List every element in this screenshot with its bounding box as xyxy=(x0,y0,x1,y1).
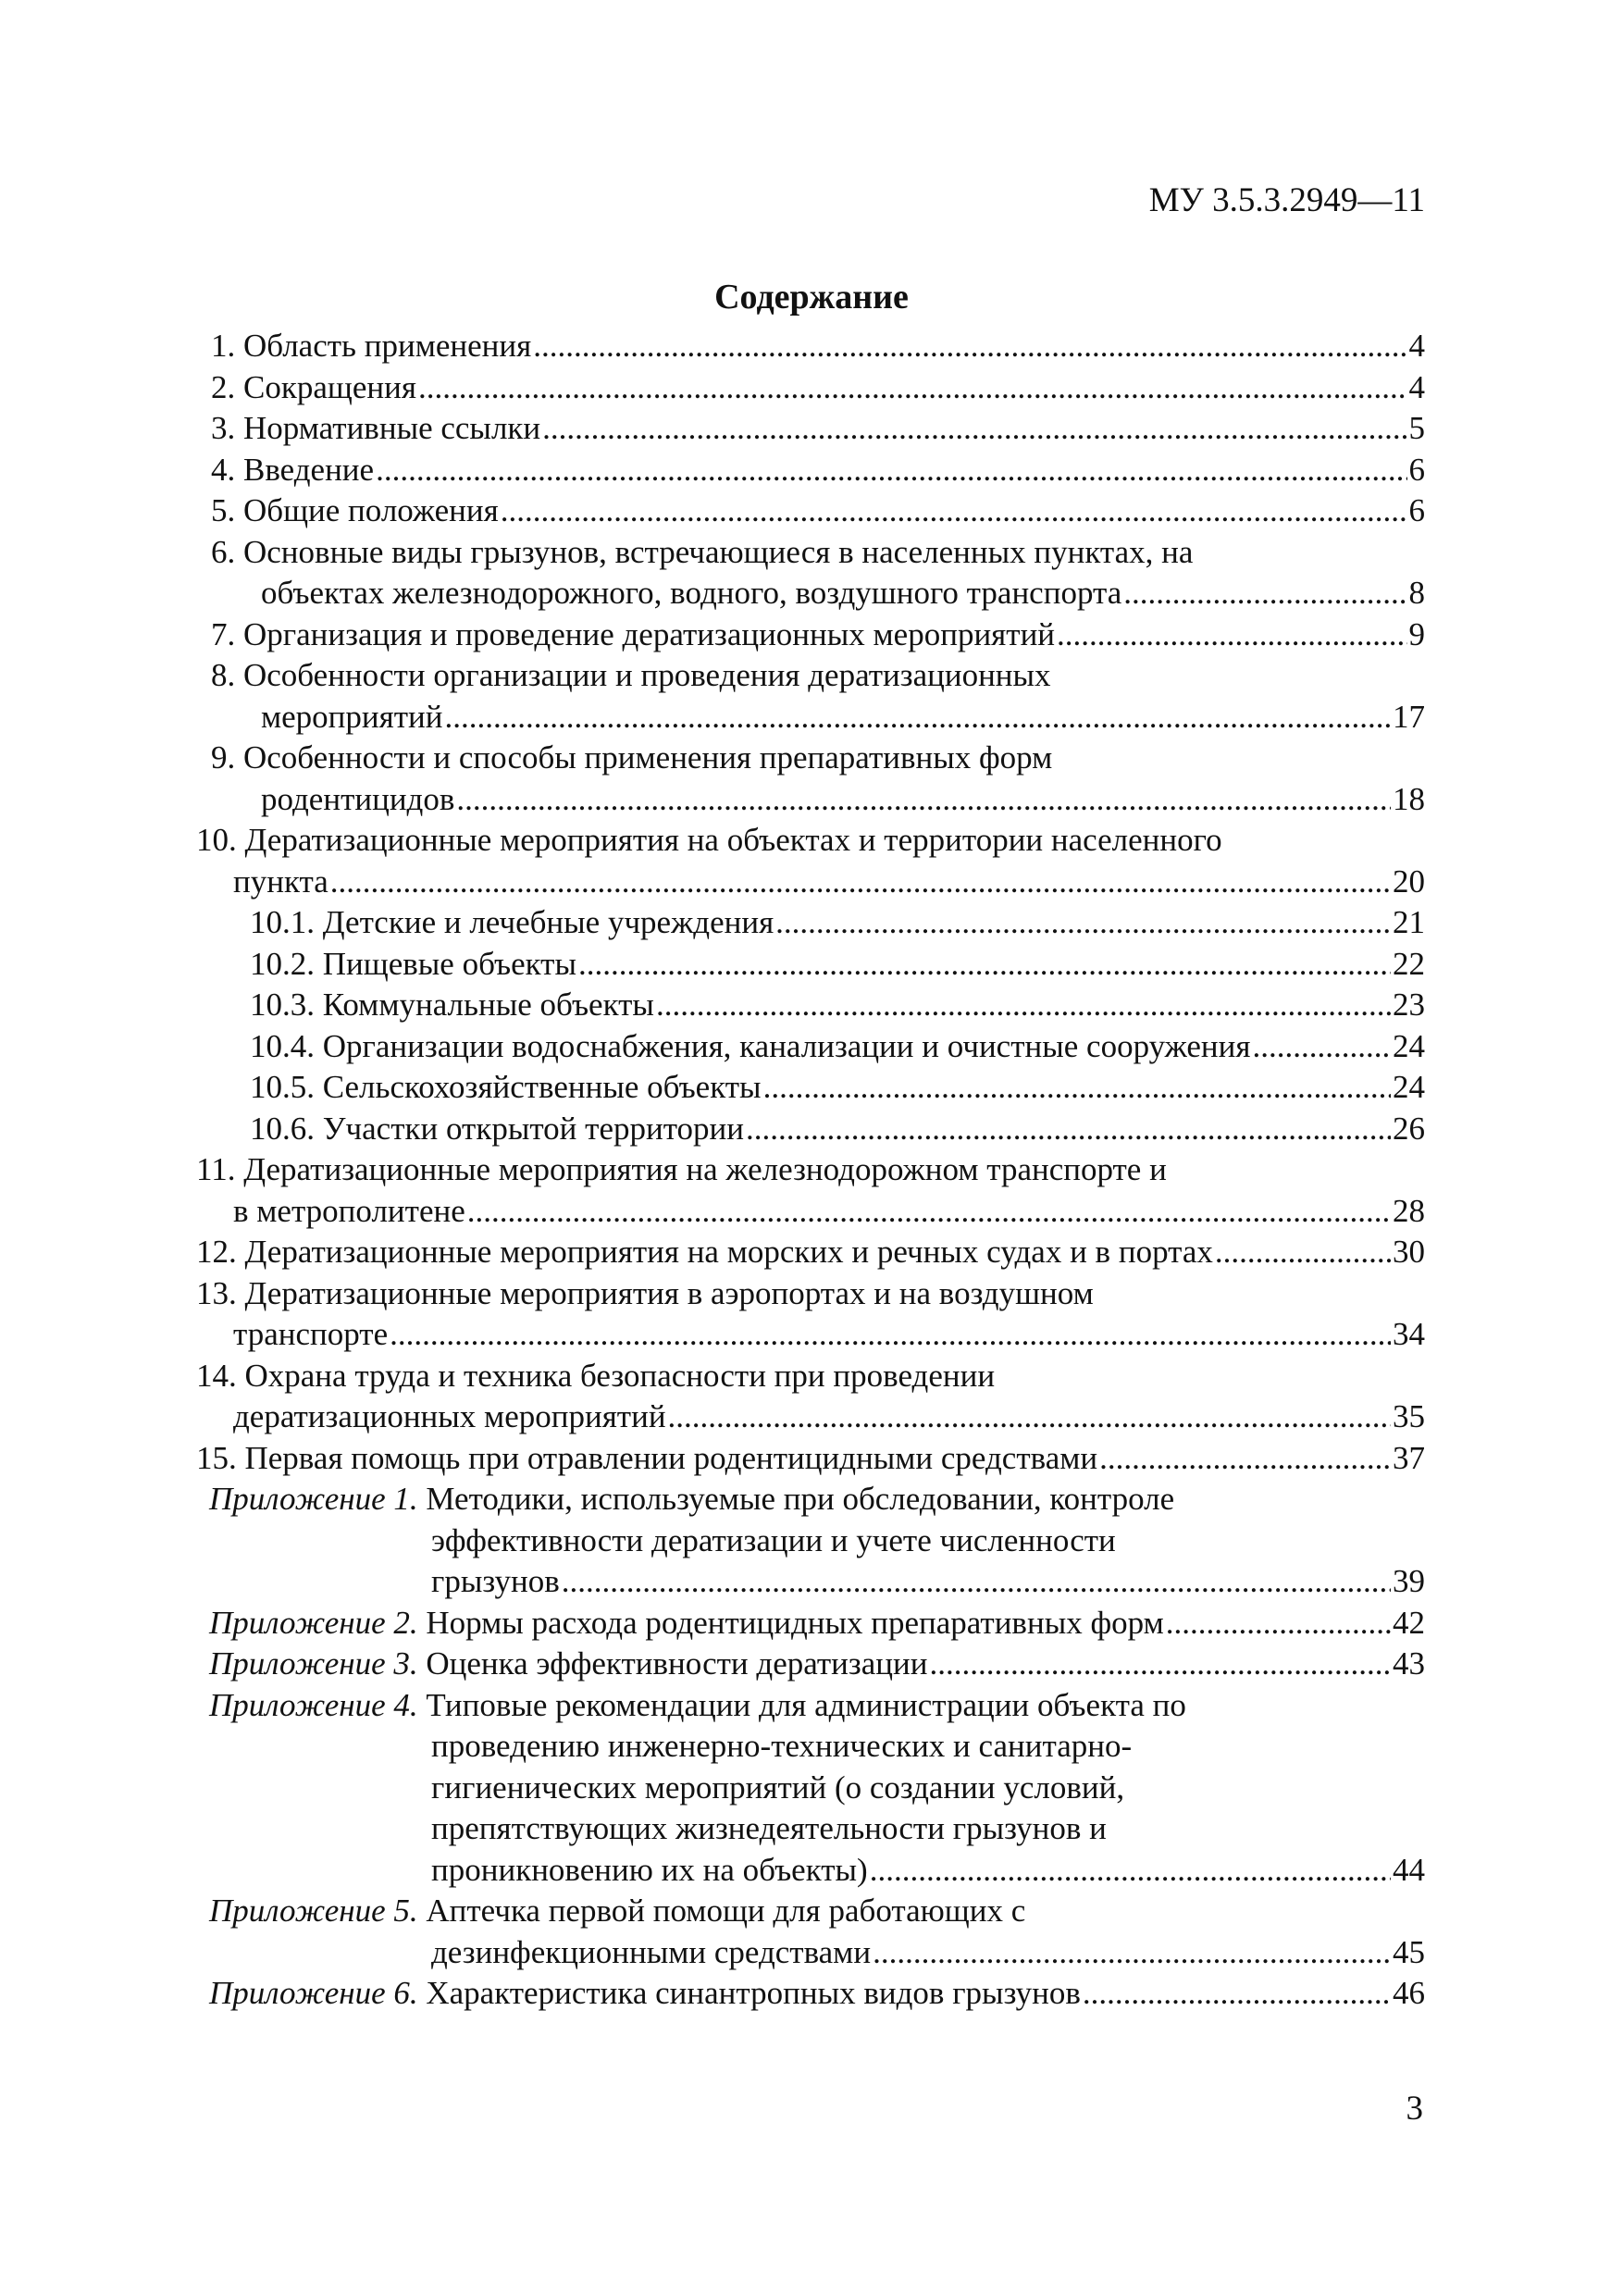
toc-entry-line xyxy=(196,1149,1425,1191)
dot-leader xyxy=(562,1561,1391,1603)
toc-entry xyxy=(185,1273,1425,1356)
toc-entry xyxy=(185,408,1425,450)
dot-leader xyxy=(1252,1026,1391,1068)
toc-entry-text: 10.1. Детские и лечебные учреждения xyxy=(250,904,774,940)
toc-entry-last-line xyxy=(211,450,1425,491)
toc-entry-text: мероприятий xyxy=(261,698,443,735)
appendix-label: Приложение 4. xyxy=(209,1686,418,1723)
toc-entry-text: проведению инженерно-технических и санитарно- xyxy=(431,1728,1133,1764)
toc-page-number: 18 xyxy=(1393,780,1425,817)
toc-entry-text: 11. Дератизационные мероприятия на железнодорожном транспорте и xyxy=(196,1151,1167,1187)
toc-entry-last-line xyxy=(211,326,1425,367)
toc-entry-text: дезинфекционными средствами xyxy=(431,1933,872,1970)
toc-entry-text: 10.2. Пищевые объекты xyxy=(250,945,576,982)
toc-entry-text: 13. Дератизационные мероприятия в аэропортах и на воздушном xyxy=(196,1274,1094,1311)
appendix-label: Приложение 6. xyxy=(209,1975,418,2011)
toc-entry-last-line xyxy=(211,490,1425,532)
toc-page-number: 23 xyxy=(1393,987,1425,1023)
toc-entry-text: 10.5. Сельскохозяйственные объекты xyxy=(250,1069,762,1105)
toc-entry xyxy=(185,1685,1425,1892)
toc-page-number: 30 xyxy=(1393,1234,1425,1270)
dot-leader xyxy=(390,1314,1391,1356)
toc-entry-last-line xyxy=(250,1026,1425,1068)
toc-page-number: 6 xyxy=(1408,451,1425,488)
toc-entry-text: проникновению их на объекты) xyxy=(431,1851,868,1888)
toc-entry-text: 1. Область применения xyxy=(211,328,532,364)
toc-page-number: 28 xyxy=(1393,1192,1425,1229)
toc-page-number: 37 xyxy=(1393,1439,1425,1476)
toc-entry xyxy=(185,1026,1425,1068)
toc-entry-line xyxy=(209,1768,1425,1809)
toc-entry-last-line xyxy=(211,408,1425,450)
toc-page-number: 46 xyxy=(1393,1975,1425,2011)
toc-entry xyxy=(185,1891,1425,1973)
dot-leader xyxy=(668,1396,1391,1438)
toc-entry xyxy=(185,1232,1425,1273)
toc-entry-line xyxy=(196,1356,1425,1397)
toc-page-number: 39 xyxy=(1393,1563,1425,1599)
appendix-label: Приложение 1. xyxy=(209,1481,418,1517)
toc-page-number: 22 xyxy=(1393,945,1425,982)
toc-page-number: 45 xyxy=(1393,1933,1425,1970)
toc-entry-text: гигиенических мероприятий (о создании условий, xyxy=(431,1769,1125,1806)
toc-entry-text: Характеристика синантропных видов грызунов xyxy=(417,1975,1081,2011)
toc-entry-text: 2. Сокращения xyxy=(211,368,416,405)
toc-entry-text: 15. Первая помощь при отравлении родентицидными средствами xyxy=(196,1439,1098,1476)
toc-entry xyxy=(185,1479,1425,1603)
dot-leader xyxy=(376,450,1406,491)
toc-entry-line xyxy=(209,1685,1425,1727)
toc-entry-line xyxy=(209,1520,1425,1562)
toc-entry-line xyxy=(209,1808,1425,1850)
toc-entry-text: 10. Дератизационные мероприятия на объектах и территории населенного xyxy=(196,822,1222,858)
toc-entry-last-line xyxy=(250,1109,1425,1150)
toc-entry-text: транспорте xyxy=(233,1316,389,1352)
dot-leader xyxy=(1166,1603,1391,1644)
toc-entry-last-line xyxy=(196,1232,1425,1273)
dot-leader xyxy=(1099,1438,1391,1480)
dot-leader xyxy=(870,1850,1391,1892)
toc-entry-line xyxy=(209,1479,1425,1520)
toc-entry xyxy=(185,1109,1425,1150)
toc-entry-last-line xyxy=(196,1314,1425,1356)
toc-entry xyxy=(185,820,1425,902)
toc-title: Содержание xyxy=(714,278,909,316)
toc-entry xyxy=(185,902,1425,944)
page-number: 3 xyxy=(1406,2090,1423,2128)
toc-entry-text: 10.6. Участки открытой территории xyxy=(250,1110,745,1147)
toc-entry-last-line xyxy=(211,573,1425,614)
toc-entry-line xyxy=(211,532,1425,574)
toc-entry-text: объектах железнодорожного, водного, воздушного транспорта xyxy=(261,575,1122,611)
toc-entry-line xyxy=(209,1891,1425,1932)
appendix-label: Приложение 3. xyxy=(209,1645,418,1682)
toc-entry-last-line xyxy=(209,1561,1425,1603)
toc-entry-last-line xyxy=(211,697,1425,738)
dot-leader xyxy=(542,408,1406,450)
toc-entry xyxy=(185,367,1425,409)
dot-leader xyxy=(775,902,1391,944)
toc-entry xyxy=(185,1356,1425,1438)
toc-page-number: 42 xyxy=(1393,1604,1425,1641)
toc-entry-last-line xyxy=(209,1603,1425,1644)
toc-entry-text: Нормы расхода родентицидных препаративных форм xyxy=(417,1604,1164,1641)
dot-leader xyxy=(746,1109,1391,1150)
toc-entry-last-line xyxy=(209,1644,1425,1685)
toc-entry-last-line xyxy=(196,862,1425,903)
dot-leader xyxy=(445,697,1392,738)
toc-entry-text: Аптечка первой помощи для работающих с xyxy=(417,1893,1026,1929)
toc-entry-last-line xyxy=(211,614,1425,656)
toc-entry-text: Оценка эффективности дератизации xyxy=(417,1645,928,1682)
toc-entry xyxy=(185,1644,1425,1685)
dot-leader xyxy=(929,1644,1391,1685)
toc-page-number: 44 xyxy=(1393,1851,1425,1888)
toc-entry-text: пункта xyxy=(233,863,328,900)
toc-page-number: 26 xyxy=(1393,1110,1425,1147)
toc-page-number: 8 xyxy=(1408,575,1425,611)
toc-entry-text: Типовые рекомендации для администрации объекта по xyxy=(417,1686,1186,1723)
toc-page-number: 20 xyxy=(1393,863,1425,900)
toc-entry-text: 4. Введение xyxy=(211,451,375,488)
toc-entry-text: 6. Основные виды грызунов, встречающиеся в населенных пунктах, на xyxy=(211,533,1194,570)
toc-entry-text: дератизационных мероприятий xyxy=(233,1398,666,1434)
toc-entry-text: 14. Охрана труда и техника безопасности при проведении xyxy=(196,1357,996,1394)
toc-entry-line xyxy=(211,655,1425,697)
toc-entry-text: 8. Особенности организации и проведения дератизационных xyxy=(211,657,1051,693)
table-of-contents xyxy=(185,326,1425,2015)
dot-leader xyxy=(1083,1973,1391,2015)
toc-entry-last-line xyxy=(209,1850,1425,1892)
toc-entry xyxy=(185,738,1425,820)
dot-leader xyxy=(533,326,1406,367)
toc-page-number: 24 xyxy=(1393,1069,1425,1105)
dot-leader xyxy=(1215,1232,1391,1273)
toc-entry xyxy=(185,326,1425,367)
toc-page-number: 4 xyxy=(1408,368,1425,405)
dot-leader xyxy=(501,490,1407,532)
toc-entry-last-line xyxy=(211,779,1425,821)
toc-entry-last-line xyxy=(211,367,1425,409)
toc-entry-last-line xyxy=(250,1067,1425,1109)
appendix-label: Приложение 5. xyxy=(209,1893,418,1929)
toc-entry-last-line xyxy=(250,902,1425,944)
toc-entry-text: 9. Особенности и способы применения препаративных форм xyxy=(211,739,1053,776)
toc-entry-line xyxy=(211,738,1425,779)
toc-entry-text: 3. Нормативные ссылки xyxy=(211,410,541,446)
toc-page-number: 5 xyxy=(1408,410,1425,446)
toc-page-number: 17 xyxy=(1393,698,1425,735)
toc-entry-last-line xyxy=(209,1932,1425,1974)
dot-leader xyxy=(873,1932,1391,1974)
toc-entry-text: родентицидов xyxy=(261,780,455,817)
toc-entry xyxy=(185,1973,1425,2015)
toc-entry-text: 5. Общие положения xyxy=(211,492,499,528)
toc-page-number: 9 xyxy=(1408,615,1425,652)
toc-entry-text: 7. Организация и проведение дератизационных мероприятий xyxy=(211,615,1056,652)
document-code: МУ 3.5.3.2949—11 xyxy=(1148,181,1425,219)
dot-leader xyxy=(656,985,1391,1026)
dot-leader xyxy=(467,1191,1391,1233)
toc-entry xyxy=(185,1603,1425,1644)
toc-entry-text: препятствующих жизнедеятельности грызунов и xyxy=(431,1810,1107,1846)
toc-entry-last-line xyxy=(196,1438,1425,1480)
dot-leader xyxy=(1057,614,1406,656)
toc-entry-last-line xyxy=(250,944,1425,986)
toc-page-number: 35 xyxy=(1393,1398,1425,1434)
toc-entry-text: в метрополитене xyxy=(233,1192,465,1229)
toc-entry-line xyxy=(209,1726,1425,1768)
toc-entry-text: Методики, используемые при обследовании, контроле xyxy=(417,1481,1175,1517)
toc-entry-text: грызунов xyxy=(431,1563,560,1599)
toc-page-number: 4 xyxy=(1408,328,1425,364)
toc-entry xyxy=(185,490,1425,532)
toc-entry xyxy=(185,944,1425,986)
appendix-label: Приложение 2. xyxy=(209,1604,418,1641)
toc-entry xyxy=(185,985,1425,1026)
dot-leader xyxy=(456,779,1391,821)
toc-entry xyxy=(185,1438,1425,1480)
toc-entry xyxy=(185,655,1425,738)
toc-entry xyxy=(185,532,1425,614)
toc-entry-text: эффективности дератизации и учете численности xyxy=(431,1521,1116,1558)
toc-page-number: 34 xyxy=(1393,1316,1425,1352)
dot-leader xyxy=(418,367,1407,409)
toc-entry-last-line xyxy=(196,1396,1425,1438)
toc-entry-line xyxy=(196,820,1425,862)
toc-entry-last-line xyxy=(250,985,1425,1026)
dot-leader xyxy=(763,1067,1391,1109)
toc-page-number: 24 xyxy=(1393,1027,1425,1064)
toc-entry-text: 10.3. Коммунальные объекты xyxy=(250,987,654,1023)
toc-page-number: 21 xyxy=(1393,904,1425,940)
toc-entry-text: 12. Дератизационные мероприятия на морских и речных судах и в портах xyxy=(196,1234,1213,1270)
toc-page-number: 43 xyxy=(1393,1645,1425,1682)
toc-entry xyxy=(185,1149,1425,1232)
toc-entry xyxy=(185,1067,1425,1109)
dot-leader xyxy=(578,944,1391,986)
toc-entry xyxy=(185,614,1425,656)
toc-entry-text: 10.4. Организации водоснабжения, канализации и очистные сооружения xyxy=(250,1027,1251,1064)
toc-entry-line xyxy=(196,1273,1425,1315)
toc-entry xyxy=(185,450,1425,491)
toc-page-number: 6 xyxy=(1408,492,1425,528)
toc-entry-last-line xyxy=(209,1973,1425,2015)
toc-entry-last-line xyxy=(196,1191,1425,1233)
dot-leader xyxy=(1123,573,1406,614)
dot-leader xyxy=(330,862,1391,903)
